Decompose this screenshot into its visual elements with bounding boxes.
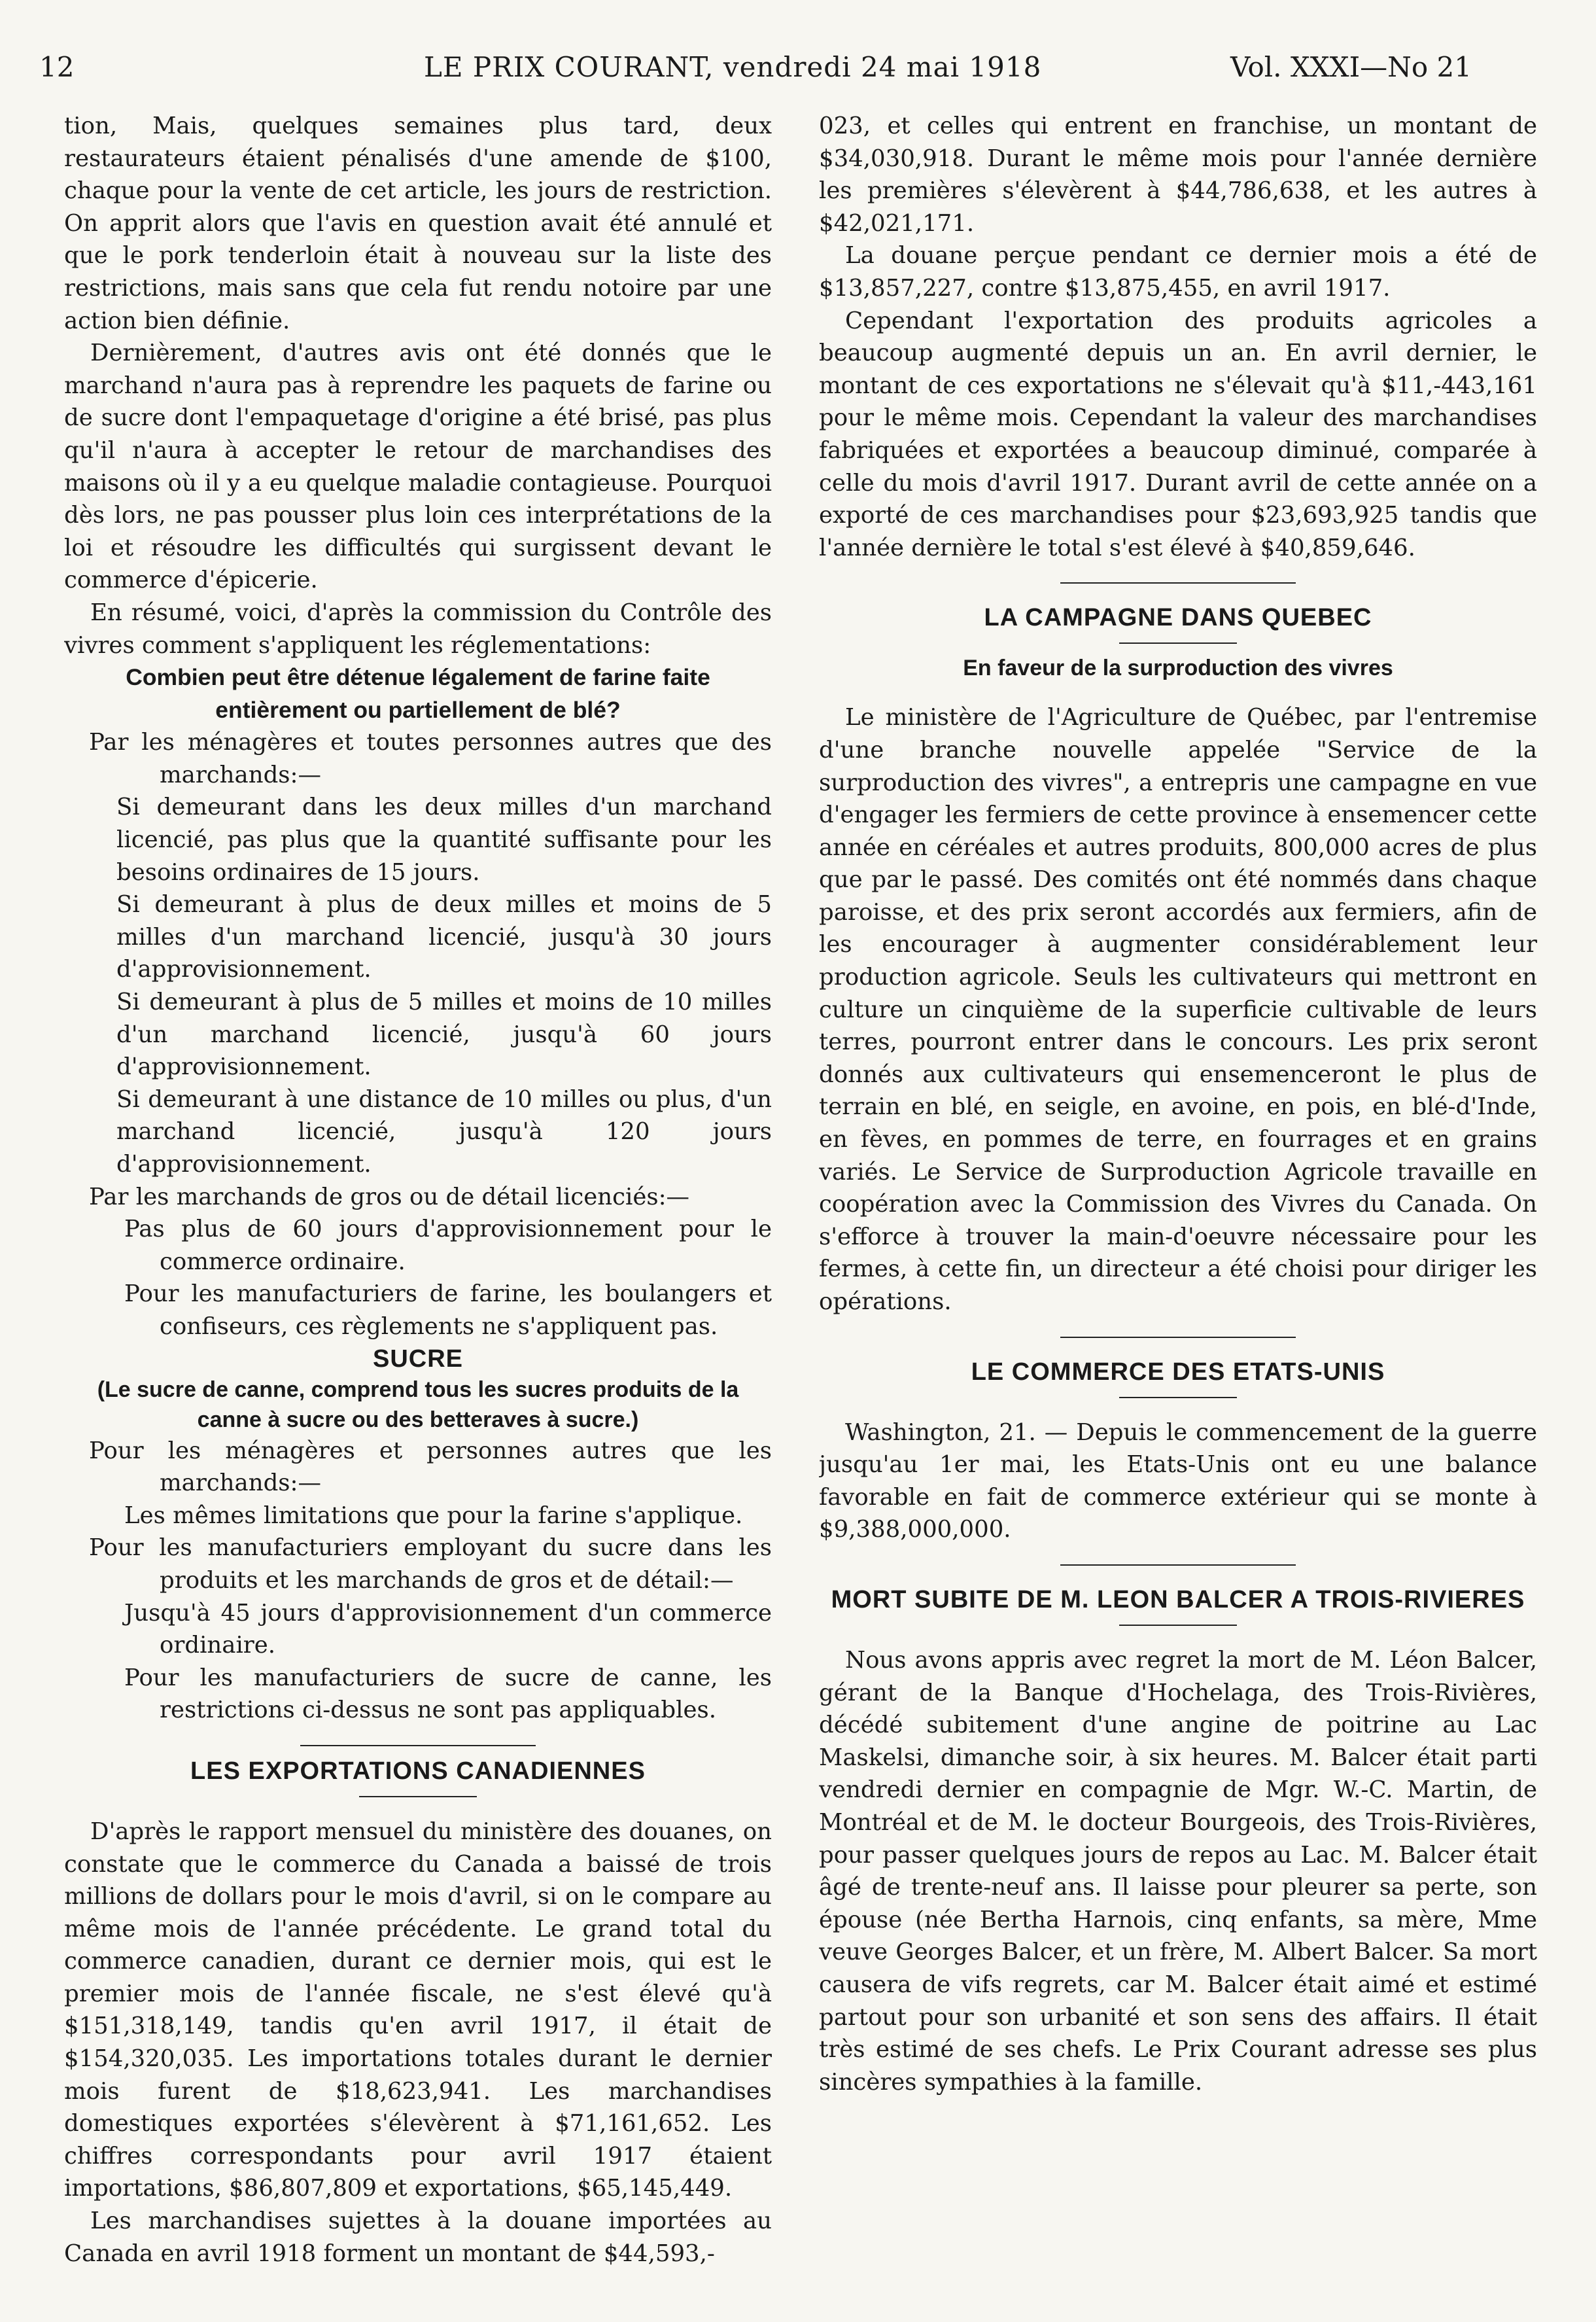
paragraph: La douane perçue pendant ce dernier mois a été de $13,857,227, contre $13,875,455, en avril 1917. (819, 242, 1537, 302)
households-list (116, 791, 772, 1180)
households-intro: Par les ménagères et toutes personnes autres que des marchands:— (89, 729, 772, 788)
sugar-manufacturers-intro: Pour les manufacturiers employant du sucre dans les produits et les marchands de gros et de détail:— (89, 1534, 772, 1594)
left-column (64, 110, 772, 2295)
sugar-cane-text: Pour les manufacturiers de sucre de canne, les restrictions ci-dessus ne sont pas appliquables. (124, 1664, 772, 1724)
sugar-households-intro: Pour les ménagères et personnes autres que les marchands:— (89, 1437, 772, 1497)
dealers-text: Pas plus de 60 jours d'approvisionnement pour le commerce ordinaire. (124, 1216, 772, 1275)
manufacturers-text: Pour les manufacturiers de farine, les boulangers et confiseurs, ces règlements ne s'appliquent pas. (124, 1280, 772, 1340)
list-item: Si demeurant à plus de deux milles et moins de 5 milles d'un marchand licencié, jusqu'à 30 jours d'approvisionnement. (116, 891, 772, 983)
paragraph: Les marchandises sujettes à la douane importées au Canada en avril 1918 forment un montant de $44,593,- (64, 2208, 772, 2267)
volume-number: Vol. XXXI—No 21 (1230, 51, 1472, 83)
paragraph: tion, Mais, quelques semaines plus tard, deux restaurateurs étaient pénalisés d'une amende de $100, chaque pour la vente de cet article, les jours de restriction. On apprit alors que l'avis en question avait été annulé et que le pork tenderloin était à nouveau sur la liste des restrictions, mais sans que cela fut rendu notoire par une action bien définie. (64, 113, 772, 334)
death-heading: MORT SUBITE DE M. LEON BALCER A TROIS-RIVIERES (831, 1585, 1525, 1613)
sugar-heading: SUCRE (372, 1345, 464, 1373)
campaign-heading: LA CAMPAGNE DANS QUEBEC (984, 604, 1372, 632)
exports-heading: LES EXPORTATIONS CANADIENNES (190, 1757, 646, 1785)
dealers-intro: Par les marchands de gros ou de détail licenciés:— (89, 1183, 690, 1210)
campaign-subheading: En faveur de la surproduction des vivres (963, 656, 1393, 681)
usa-heading: LE COMMERCE DES ETATS-UNIS (971, 1358, 1385, 1386)
newspaper-title: LE PRIX COURANT, vendredi 24 mai 1918 (424, 51, 1042, 83)
page-number: 12 (39, 51, 75, 83)
paragraph: Dernièrement, d'autres avis ont été donnés que le marchand n'aura pas à reprendre les paquets de farine ou de sucre dont l'empaquetage d'origine a été brisé, pas plus qu'il n'aura à accepter le retour de marchandises des maisons où il y a eu quelque maladie contagieuse. Pourquoi dès lors, ne pas pousser plus loin ces interprétations de la loi et résoudre les difficultés qui surgissent devant le commerce d'épicerie. (64, 340, 772, 594)
page-header (39, 41, 1472, 86)
question-heading: Combien peut être détenue légalement de farine faite entièrement ou partiellement de blé? (126, 664, 710, 723)
paragraph: Cependant l'exportation des produits agricoles a beaucoup augmenté depuis un an. En avril dernier, le montant de ces exportations ne s'élevait qu'à $11,-443,161 pour le même mois. Cependant la valeur des marchandises fabriquées et exportées a beaucoup diminué, comparée à celle du mois d'avril 1917. Durant avril de cette année on a exporté de ces marchandises pour $23,693,925 tandis que l'année dernière le total s'est élevé à $40,859,646. (819, 307, 1537, 561)
right-column (819, 110, 1537, 2295)
sugar-households-text: Les mêmes limitations que pour la farine s'applique. (124, 1502, 743, 1529)
paragraph: Washington, 21. — Depuis le commencement de la guerre jusqu'au 1er mai, les Etats-Unis ont eu une balance favorable en fait de commerce extérieur qui se monte à $9,388,000,000. (819, 1418, 1537, 1543)
paragraph: Le ministère de l'Agriculture de Québec, par l'entremise d'une branche nouvelle appelée "Service de la surproduction des vivres", a entrepris une campagne en vue d'engager les fermiers de cette province à ensemencer cette année en céréales et autres produits, 800,000 acres de plus que par le passé. Des comités ont été nommés dans chaque paroisse, et des prix seront accordés aux fermiers, afin de les encourager à augmenter considérablement leur production agricole. Seuls les cultivateurs qui mettront en culture un cinquième de la superficie cultivable de leurs terres, pourront entrer dans le concours. Les prix seront donnés aux cultivateurs qui ensemenceront le plus de terrain en blé, en seigle, en avoine, en pois, en blé-d'Inde, en fèves, en pommes de terre, en fourrages et en grains variés. Le Service de Surproduction Agricole travaille en coopération avec la Commission des Vivres du Canada. On s'efforce à trouver la main-d'oeuvre nécessaire pour les fermes, à cette fin, un directeur a été choisi pour diriger les opérations. (819, 704, 1537, 1315)
sugar-manufacturers-text: Jusqu'à 45 jours d'approvisionnement d'un commerce ordinaire. (124, 1599, 772, 1659)
paragraph: 023, et celles qui entrent en franchise, un montant de $34,030,918. Durant le même mois pour l'année dernière les premières s'élevèrent à $44,786,638, et les autres à $42,021,171. (819, 113, 1537, 237)
paragraph: Nous avons appris avec regret la mort de M. Léon Balcer, gérant de la Banque d'Hochelaga, des Trois-Rivières, décédé subitement d'une angine de poitrine au Lac Maskelsi, dimanche soir, à six heures. M. Balcer était parti vendredi dernier en compagnie de Mgr. W.-C. Martin, de Montréal et de M. le docteur Bourgeois, des Trois-Rivières, pour passer quelques jours de repos au Lac. M. Balcer était âgé de trente-neuf ans. Il laisse pour pleurer sa perte, son épouse (née Bertha Harnois, cinq enfants, sa mère, Mme veuve Georges Balcer, et un frère, M. Albert Balcer. Sa mort causera de vifs regrets, car M. Balcer était aimé et estimé partout pour son urbanité et son sens des affairs. Il était très estimé de ses chefs. Le Prix Courant adresse ses plus sincères sympathies à la famille. (819, 1646, 1537, 2096)
paragraph: En résumé, voici, d'après la commission du Contrôle des vivres comment s'appliquent les réglementations: (64, 599, 772, 659)
sugar-subheading: (Le sucre de canne, comprend tous les sucres produits de la canne à sucre ou des betteraves à sucre.) (97, 1377, 739, 1432)
list-item: Si demeurant à plus de 5 milles et moins de 10 milles d'un marchand licencié, jusqu'à 60 jours d'approvisionnement. (116, 989, 772, 1081)
list-item: Si demeurant dans les deux milles d'un marchand licencié, pas plus que la quantité suffisante pour les besoins ordinaires de 15 jours. (116, 794, 772, 886)
list-item: Si demeurant à une distance de 10 milles ou plus, d'un marchand licencié, jusqu'à 120 jours d'approvisionnement. (116, 1085, 772, 1178)
paragraph: D'après le rapport mensuel du ministère des douanes, on constate que le commerce du Canada a baissé de trois millions de dollars pour le mois d'avril, si on le compare au même mois de l'année précédente. Le grand total du commerce canadien, durant ce dernier mois, qui est le premier mois de l'année fiscale, ne s'est élevé qu'à $151,318,149, tandis qu'en avril 1917, il était de $154,320,035. Les importations totales durant le dernier mois furent de $18,623,941. Les marchandises domestiques exportées s'élevèrent à $71,161,652. Les chiffres correspondants pour avril 1917 étaient importations, $86,807,809 et exportations, $65,145,449. (64, 1818, 772, 2202)
